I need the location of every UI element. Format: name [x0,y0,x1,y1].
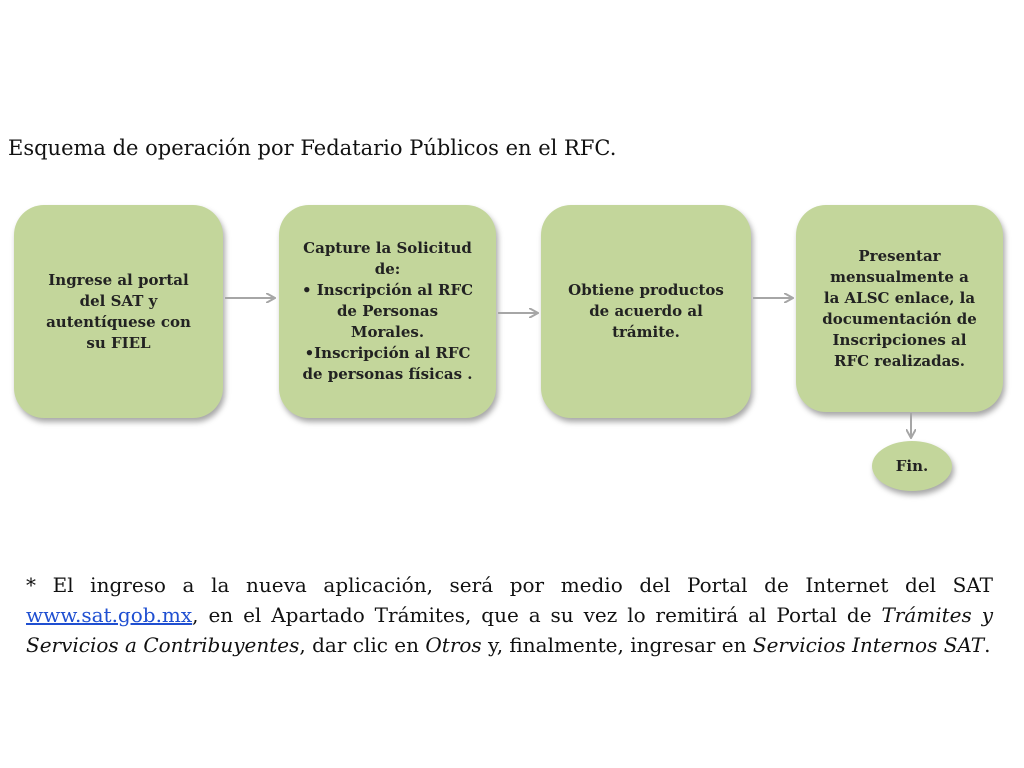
note-emphasis: Trámites y Servicios a Contribuyentes [26,603,993,657]
note-emphasis: Otros [425,633,482,657]
end-node: Fin. [872,441,952,491]
note-text: * El ingreso a la nueva aplicación, será por medio del Portal de Internet del SAT [26,573,993,597]
step-2-box [279,205,496,418]
note-text: y, finalmente, ingresar en [481,633,753,657]
step-2-line: de personas físicas . [302,365,473,383]
sat-link[interactable]: www.sat.gob.mx [26,603,193,627]
step-3-line: Obtiene productos [568,281,724,299]
note-text: , dar clic en [299,633,426,657]
step-4-line: Inscripciones al [832,330,967,349]
step-1-line: su FIEL [86,333,151,352]
step-1-line: Ingrese al portal [48,270,189,289]
note-paragraph [26,570,993,660]
page-title: Esquema de operación por Fedatario Públicos en el RFC. [8,136,617,160]
step-2-line: de Personas [336,302,439,320]
step-2-line: Capture la Solicitud [303,239,472,257]
step-2-line: de: [374,260,401,278]
step-4-line: RFC realizadas. [834,351,965,370]
step-4-line: la ALSC enlace, la [823,288,976,307]
step-4-line: mensualmente a [830,267,969,286]
note-emphasis: Servicios Internos SAT [752,633,985,657]
step-1-box [14,205,223,418]
note-text: . [984,633,991,657]
step-2-line: •Inscripción al RFC [304,344,471,362]
step-4-box [796,205,1003,412]
step-3-line: trámite. [612,323,680,341]
step-1-line: del SAT y [79,291,158,310]
step-4-line: Presentar [858,246,941,265]
step-3-box [541,205,751,418]
step-1-line: autentíquese con [46,312,191,331]
step-2-line: Morales. [350,323,425,341]
step-2-line: • Inscripción al RFC [301,281,474,299]
step-3-line: de acuerdo al [589,302,703,320]
note-text: , en el Apartado Trámites, que a su vez lo remitirá al Portal de [192,603,882,627]
step-4-line: documentación de [822,309,977,328]
